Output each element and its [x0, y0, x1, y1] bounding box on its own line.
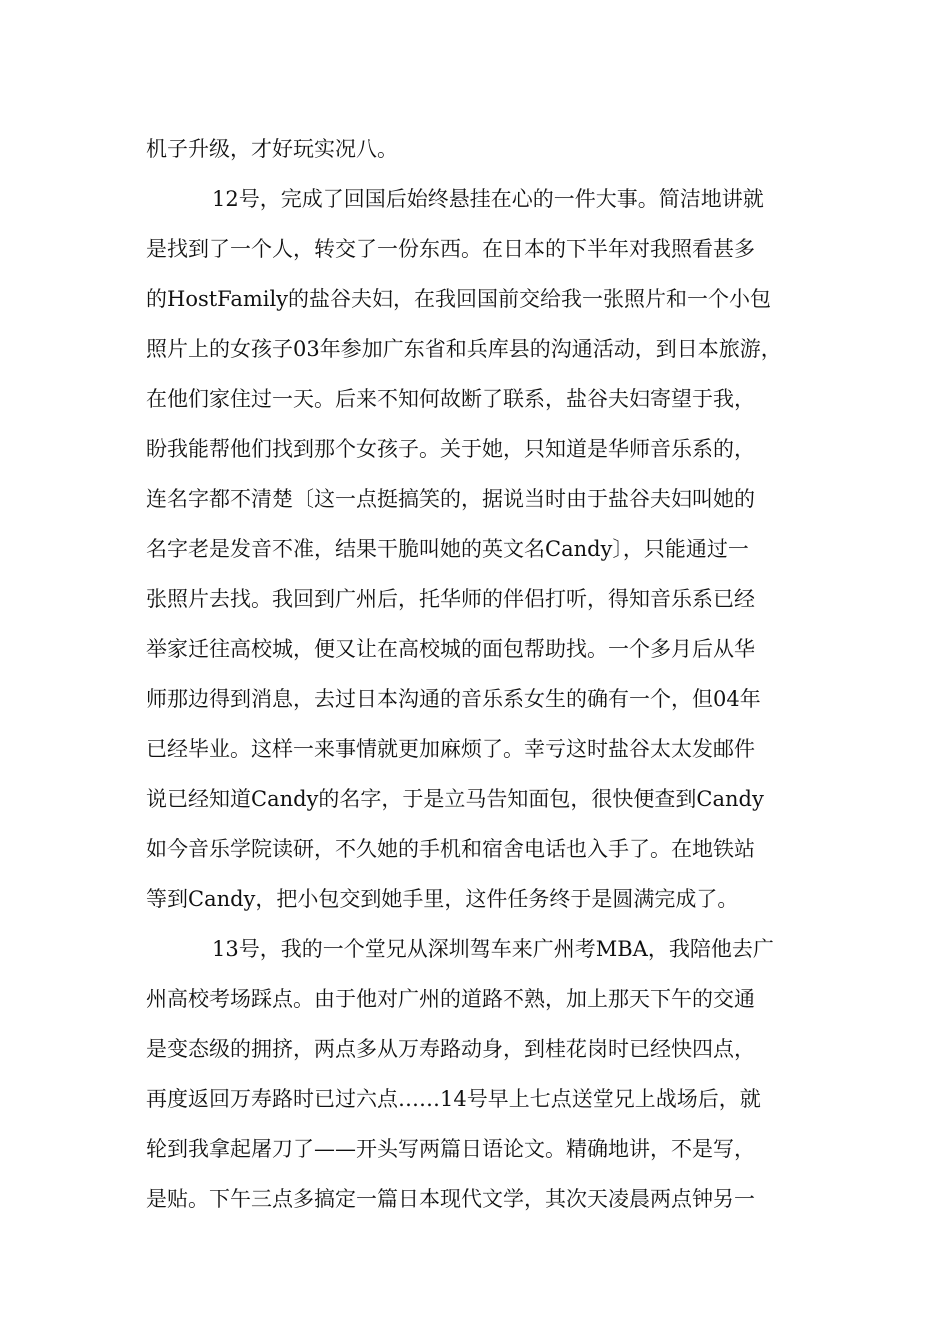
text-line: 是贴。下午三点多搞定一篇日本现代文学，其次天凌晨两点钟另一: [146, 1187, 755, 1211]
text-line: 轮到我拿起屠刀了——开头写两篇日语论文。精确地讲，不是写，: [146, 1137, 755, 1161]
text-line: 连名字都不清楚〔这一点挺搞笑的，据说当时由于盐谷夫妇叫她的: [146, 487, 755, 511]
text-line: 再度返回万寿路时已过六点……14号早上七点送堂兄上战场后，就: [146, 1087, 761, 1111]
text-line: 等到Candy，把小包交到她手里，这件任务终于是圆满完成了。: [146, 887, 739, 911]
text-line: 州高校考场踩点。由于他对广州的道路不熟，加上那天下午的交通: [146, 987, 755, 1011]
text-line: 说已经知道Candy的名字，于是立马告知面包，很快便查到Candy: [146, 787, 764, 811]
text-line: 的HostFamily的盐谷夫妇，在我回国前交给我一张照片和一个小包: [146, 287, 772, 311]
text-line: 张照片去找。我回到广州后，托华师的伴侣打听，得知音乐系已经: [146, 587, 755, 611]
text-line: 名字老是发音不准，结果干脆叫她的英文名Candy〕，只能通过一: [146, 537, 749, 561]
text-line: 13号，我的一个堂兄从深圳驾车来广州考MBA，我陪他去广: [212, 937, 774, 961]
text-line: 如今音乐学院读研，不久她的手机和宿舍电话也入手了。在地铁站: [146, 837, 755, 861]
text-line: 师那边得到消息，去过日本沟通的音乐系女生的确有一个，但04年: [146, 687, 761, 711]
text-line: 是变态级的拥挤，两点多从万寿路动身，到桂花岗时已经快四点，: [146, 1037, 755, 1061]
body-text: [146, 124, 816, 1224]
text-line: 盼我能帮他们找到那个女孩子。关于她，只知道是华师音乐系的，: [146, 437, 755, 461]
text-line: 在他们家住过一天。后来不知何故断了联系，盐谷夫妇寄望于我，: [146, 387, 755, 411]
text-line: 举家迁往高校城，便又让在高校城的面包帮助找。一个多月后从华: [146, 637, 755, 661]
text-line: 是找到了一个人，转交了一份东西。在日本的下半年对我照看甚多: [146, 237, 755, 261]
text-line: 已经毕业。这样一来事情就更加麻烦了。幸亏这时盐谷太太发邮件: [146, 737, 755, 761]
text-line: 12号，完成了回国后始终悬挂在心的一件大事。简洁地讲就: [212, 187, 764, 211]
text-line: 照片上的女孩子03年参加广东省和兵库县的沟通活动，到日本旅游，: [146, 337, 782, 361]
text-line: 机子升级，才好玩实况八。: [146, 137, 398, 161]
